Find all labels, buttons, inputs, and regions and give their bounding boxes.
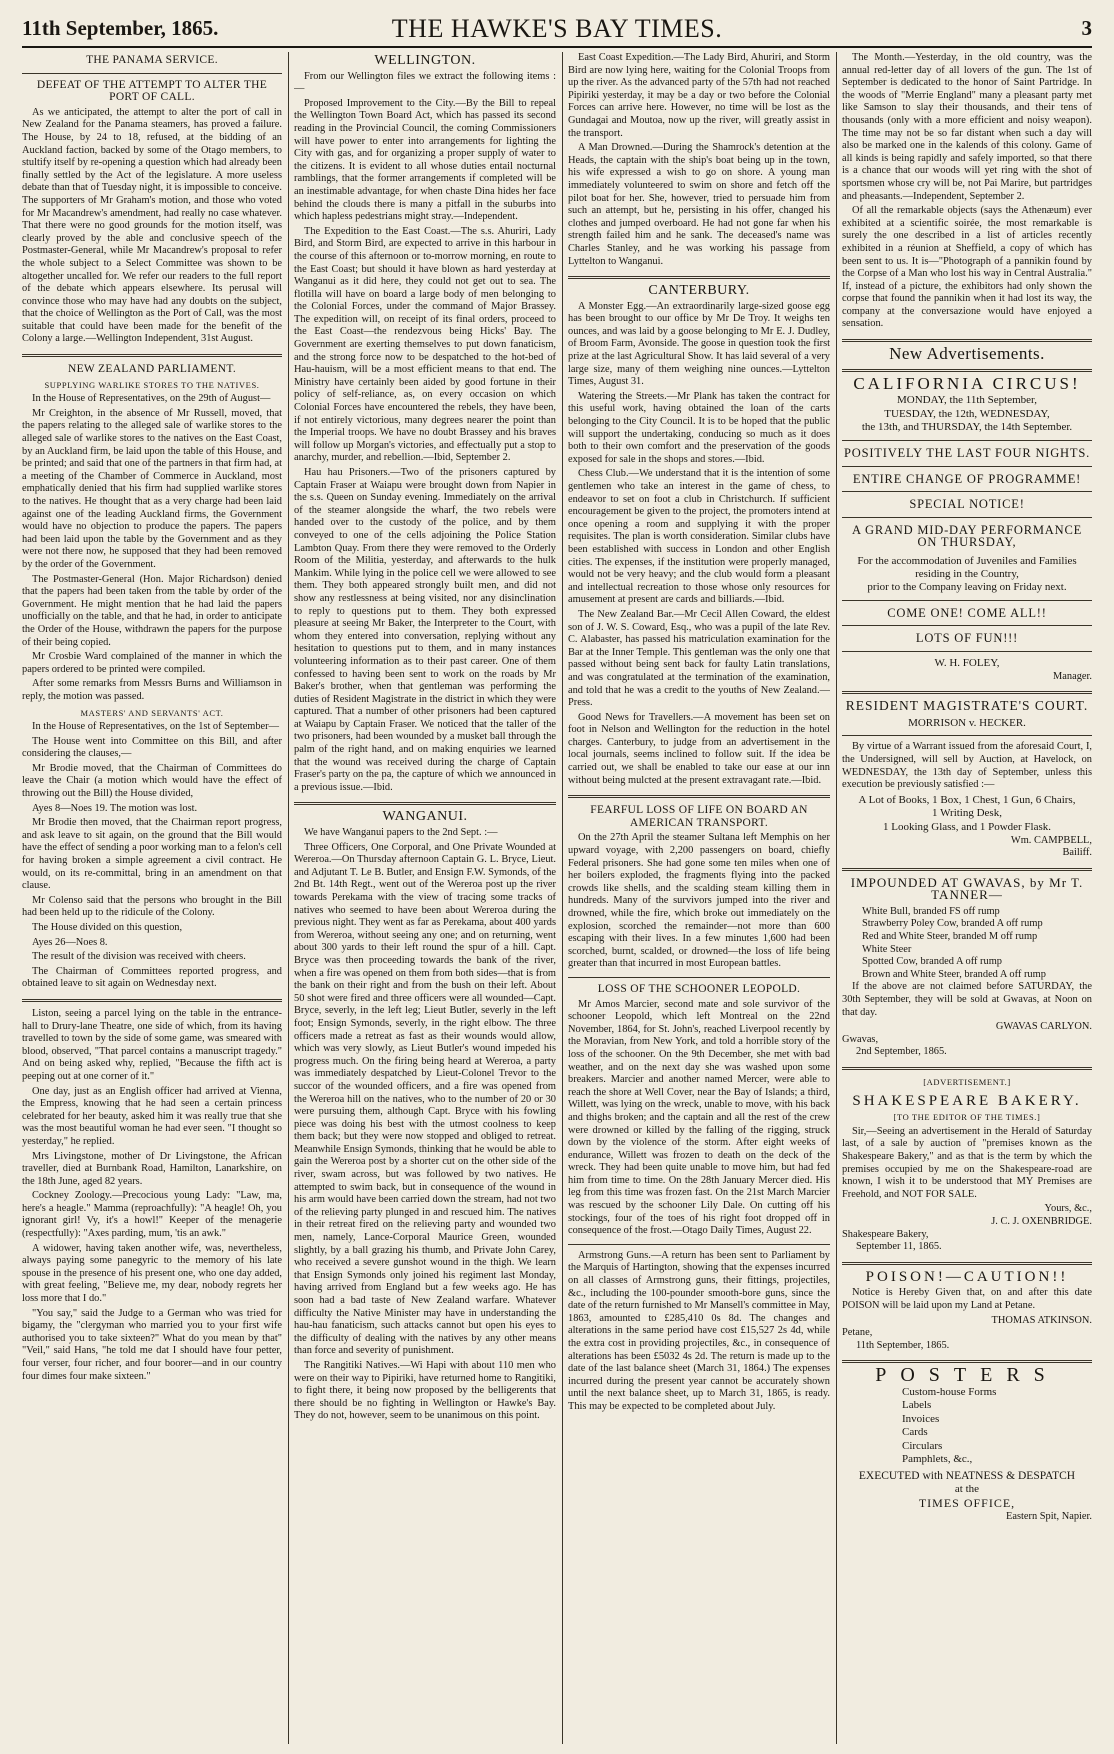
article-heading: CANTERBURY. [648,283,750,299]
article-paragraph: From our Wellington files we extract the following items :— [294,70,556,95]
list-item: Labels [902,1399,932,1412]
list-item: Invoices [902,1412,940,1425]
divider [842,491,1092,492]
article-paragraph: On the 27th April the steamer Sultana left Memphis on her upward voyage, with 2,200 passengers on board, chiefly Federal prisoners. She had gone some ten miles when one of her boilers exploded, the fragments flying into the packed crowds like shells, and the scalding steam killing them in hundreds. Many of the survivors jumped into the river and drowned, while the fire, which broke out immediately on the explosion, scorched the remainder—not more than 600 escaping with their lives. In a few minutes 1,600 had been scorched, burnt, scalded, or drowned—the loss of life being greater than that incurred in most European battles. [568,832,830,970]
article-paragraph: Cockney Zoology.—Precocious young Lady: "Law, ma, here's a heagle." Mamma (reproachfully): "A heagle! Oh, you ignorant girl! Vy, it's a howl!" Keeper of the menagerie (respectfully): "Axes parding, mum, 'tis an awk." [22,1190,282,1240]
ad-signature: W. H. FOLEY, [934,656,1000,669]
ad-place: Shakespeare Bakery, [842,1228,929,1240]
ad-title: SHAKESPEARE BAKERY. [852,1092,1082,1109]
article-paragraph: Ayes 8—Noes 19. The motion was lost. [32,802,198,814]
ad-signature-title: Bailiff. [1062,847,1092,859]
divider [842,369,1092,372]
advertisement-circus [842,373,1092,684]
article-paragraph: As we anticipated, the attempt to alter the port of call in New Zealand for the Panama steamers, has proved a failure. The House, by 24 to 18, refused, at the bidding of an Auckland faction, backed by some of the Otago members, to stultify itself by re-opening a question which had already been finally settled by the Act of the legislature. A more useless debate than that of Tuesday night, it is impossible to conceive. The supporters of Mr Graham's motion, and those who voted for Mr Macandrew's amendment, had really no case whatever. That there were no good grounds for the motion itself, was clearly proved by the able and conclusive speech of the Postmaster-General, while Mr Macandrew's proposal to refer the whole subject to a Select Committee was shown to be altogether uncalled for. We refer our readers to the full report of the debate which appears elsewhere. Its perusal will convince those who may have had any doubts on the subject, that the choice of Wellington as the Port of Call, was the most suitable that could have been made for the benefit of the Colony a large.—Wellington Independent, 31st August. [22,106,282,345]
article-paragraph: Mr Crosbie Ward complained of the manner in which the papers ordered to be printed were compiled. [22,651,282,675]
ad-title: POISON!—CAUTION!! [865,1268,1069,1285]
issue-date: 11th September, 1865. [22,16,219,40]
ad-date: 11th September, 1865. [856,1339,950,1351]
article-paragraph: Of all the remarkable objects (says the Athenæum) ever exhibited at a scientific soirée, the most remarkable is surely the one described in a list of articles recently exhibited in a réunion at Sheffield, a copy of which has been sent to us. It is—"Photograph of a pannikin found by the Corpse of a Man who lost his way in Central Australia." If, instead of a picture, the exhibitors had only shown the corpse that found the pannikin when it had lost its way, the company at the conversazione would have enjoyed a sensation. [842,205,1092,330]
article-heading: NEW ZEALAND PARLIAMENT. [68,363,236,376]
page-number: 3 [1081,16,1092,40]
divider [842,466,1092,467]
ad-signature: THOMAS ATKINSON. [991,1314,1092,1326]
divider [842,735,1092,736]
divider [842,651,1092,652]
article-paragraph: Mr Amos Marcier, second mate and sole survivor of the schooner Leopold, which left Montreal on the 22nd November, 1864, for St. John's, reached Liverpool recently by the Moravian, from New York, and told a horrible story of the loss of the schooner. On the 9th December, she met with bad weather, and on the next day she was washed upon some breakers. Marcier and another named Mercer, were able to reach the shore at Well Cover, near the Bay of Islands; a third, Willett, was lying on the wreck, unable to move, with his back and thighs broken; and the captain and all the rest of the crew were drowned or killed by the falling of the rigging, struck down by the violence of the storm. After eight weeks of endurance, Willett was frozen to death on the deck of the wreck. They had been quite unable to move him, but had fed him from time to time. On the 28th January Mercer died. His leg from this time was frozen fast. On the 21st March Marcier was rescued by the schooner Lily Dale. On cutting off his stockings, four of the toes of his right foot dropped off in consequence of the frost.—Otago Daily Times, August 22. [568,998,830,1237]
divider [842,440,1092,441]
article-paragraph: A Monster Egg.—An extraordinarily large-sized goose egg has been brought to our office by Mr De Troy. It weighs ten ounces, and was laid by a goose belonging to Mr E. J. Dudley, of Broom Farm, Avonside. The goose in question took the first prize at the last Agricultural Show. It has laid several of a very large size, many of them weighing nine ounces.—Lyttelton Times, August 31. [568,300,830,388]
article-paragraph: One day, just as an English officer had arrived at Vienna, the Empress, knowing that he had seen a certain princess celebrated for her beauty, asked him it was really true that she was the most beautiful woman he had ever seen. "I thought so yesterday," he replied. [22,1085,282,1147]
column-3 [568,52,830,1744]
article-paragraph: The House divided on this question, [32,922,183,933]
ad-signature-title: Manager. [1053,670,1092,682]
divider [842,1067,1092,1070]
ad-paragraph: Notice is Hereby Given that, on and after this date POISON will be laid upon my Land at Petane. [842,1287,1092,1311]
ad-title: RESIDENT MAGISTRATE'S COURT. [845,698,1089,714]
article-paragraph: Watering the Streets.—Mr Plank has taken the contract for this useful work, having obtained the loan of the carts belonging to the City Council. It is to be hoped that the public will support the undertaking, conducing so much as it does both to their own comfort and the preservation of the goods exposed for sale in the shops and stores.—Ibid. [568,390,830,465]
divider [842,868,1092,871]
list-item: Cards [902,1426,928,1439]
divider [842,600,1092,601]
advertisement-posters [842,1364,1092,1523]
advertisement-poison [842,1268,1092,1353]
divider [568,1244,830,1245]
divider [568,795,830,798]
ad-line: at the [954,1483,980,1496]
divider [568,276,830,279]
advertisement-court [842,700,1092,860]
ad-line: EXECUTED with NEATNESS & DESPATCH [858,1469,1076,1482]
ad-title: CALIFORNIA CIRCUS! [853,373,1081,393]
article-paragraph: Mrs Livingstone, mother of Dr Livingstone, the African traveller, died at Burnbank Road, Hamilton, Lanarkshire, on the 18th June, aged 82 years. [22,1150,282,1187]
article-heading: WELLINGTON. [374,53,476,68]
ad-line: POSITIVELY THE LAST FOUR NIGHTS. [844,446,1090,461]
ad-line: SPECIAL NOTICE! [909,497,1025,512]
ad-line: TIMES OFFICE, [918,1496,1016,1511]
page-columns [22,52,1092,1744]
ad-line: For the accommodation of Juveniles and Families residing in the Country, [857,555,1077,580]
divider [294,802,556,805]
ad-line: 1 Looking Glass, and 1 Powder Flask. [882,820,1052,833]
divider [22,354,282,357]
divider [842,1262,1092,1265]
ad-line: COME ONE! COME ALL!! [887,605,1047,620]
article-subheading: DEFEAT OF THE ATTEMPT TO ALTER THE PORT OF CALL. [36,78,268,104]
article-paragraph: Three Officers, One Corporal, and One Private Wounded at Wereroa.—On Thursday afternoon Captain G. L. Bryce, Lieut. and Adjutant T. Le B. Butler, and Ensign F.W. Symonds, of the 2nd Bt. 14th Regt., went out of the Wereroa post up the river towards Perekama with the view of tracing some tracks of natives who seemed to have been about Wereroa during the previous night. They went as far as Perekama, about 400 yards from Wereroa, without seeing any one; and on returning, went about 300 yards to their left round the spur of a hill. Capt. Bryce was then proceeding towards the bank of the river, when a fire was opened on them from both sides—that is from the bank on their right and from the bush on their left. About 50 shot were fired and three officers were all wounded—Capt. Bryce, severly, in the left leg; Lieut Butler, severly in the left foot; Ensign Symonds, severly, in the right elbow. The three officers made a retreat as fast as their wounds would allow, which was very slowly, as Lieut Butler's wound impeded his progress much. On the firing being heard at Wereroa, a party was immediately despatched by Lieut-Colonel Trevor to the succor of the wounded officers, and a fire was opened from the Wereroa hill on the natives, who to the number of 20 or 30 were pursuing them, although Capt. Bryce with his fowling piece was doing his best with the utmost coolness to keep them back; but they were now stopped and obliged to retreat. Meanwhile Ensign Symonds, thinking that he would be able to gain the Wereroa post by a shorter cut on the other side of the river, swam across, but was followed by two natives. He attempted to swim back, but in consequence of the wound in his arm would have been carried down the stream, had not two of the relieving party plunged in and rescued him. The natives in their retreat fired on the relieving party and wounded two men, namely, Lance-Corporal Maurice Green, wounded slightly, by a ball grazing his thumb, and Private John Carey, who received a severe gunshot wound in the thigh. We learn that Ensign Symonds only joined his regiment last Monday, having arrived from England but a few weeks ago. He has soon had a bad taste of New Zealand warfare. Whatever difficulty the Native Minister may have in understanding the hau-hau fanaticism, such attacks cannot but open his eyes to the difficulty of dealing with the natives by any other means than force and severity of punishment. [294,841,556,1357]
ad-signature: GWAVAS CARLYON. [995,1021,1092,1033]
ad-line: Eastern Spit, Napier. [1006,1510,1092,1522]
ad-line: MONDAY, the 11th September, [896,394,1037,407]
article-paragraph: The Month.—Yesterday, in the old country, was the annual red-letter day of all lovers of the gun. The 1st of September is dedicated to the honor of Saint Partridge. In the woods of "Merrie England" many a pleasant party met like Samson to slay their thousands, and their tens of thousands (only with a more efficient and noisy weapon). The time may not be so far distant when such a day will also be marked one in the kalends of this colony. Game of all kinds is being rapidly and safely imported, so that there is a chance that our woods will yet ring with the shot of sportsmen whose cry will be, not Pai Marire, but partridges and pheasants.—Independent, September 2. [842,52,1092,202]
ad-paragraph: By virtue of a Warrant issued from the aforesaid Court, I, the Undersigned, will sell by Auction, at Havelock, on WEDNESDAY, the 13th day of September, unless this execution be previously satisfied :— [842,741,1092,791]
divider [22,999,282,1002]
advertisement-impounded [842,874,1092,1059]
divider [22,73,282,74]
list-item: Circulars [902,1439,943,1452]
ad-line: TUESDAY, the 12th, WEDNESDAY, [884,407,1050,420]
divider [842,625,1092,626]
ad-place: Gwavas, [842,1033,879,1045]
article-heading: WANGANUI. [382,809,468,825]
list-item: Red and White Steer, branded M off rump [862,931,1038,943]
article-paragraph: Proposed Improvement to the City.—By the Bill to repeal the Wellington Town Board Act, which has passed its second reading in the Provincial Council, the coming Commissioners will have power to enter into arrangements for lighting the City with gas, and for organizing a proper supply of water to the citizens. It is evident to all whose duties entail nocturnal ramblings, that the former arrangements if completed will be an inestimable advantage, for when chaste Dina hides her face behind the clouds there is many a pitfall in the suburbs into which hapless pedestrians might stray.—Independent. [294,97,556,223]
ad-line: LOTS OF FUN!!! [915,631,1019,646]
list-item: Custom-house Forms [902,1385,997,1398]
article-paragraph: The Postmaster-General (Hon. Major Richardson) denied that the papers had been taken from the table by order of the Government. He might mention that he had laid the papers unofficially on the table, and that he had, in order to anticipate the Order of the House, withdrawn the papers for the purpose of their being copied. [22,573,282,648]
article-paragraph: Hau hau Prisoners.—Two of the prisoners captured by Captain Fraser at Waiapu were brought down from Napier in the s.s. Queen on Sunday evening. Immediately on the arrival of the steamer alongside the wharf, the two rebels were handed over to the custody of the police, and by them conveyed to one of the cells adjoining the Police Station Lambton Quay. From there they were removed to the Orderly Room of the Militia, yesterday, and afterwards to the hulk Mankim. While lying in the police cell we were allowed to see them. They both appeared strongly built men, and did not show any restlessness at being visited, nor any disinclination to reply to questions put to them. They both expressed pleasure at seeing Mr Baker, the Interpreter to the Court, with whom they entered into conversation, replying without any hesitation to questions put to them, and in many instances volunteering information as to their past career. One of them confessed to having been sent to work on the roads by Mr Baker's brother, when that gentleman was performing the duties of Resident Magistrate in the district in which they were captured. That a number of other prisoners had been captured at Waiapu by Captain Fraser. We noticed that the taller of the two prisoners, had been wounded by a musket ball through the palm of the right hand, and on making enquiries we learned that the wound was received during the charge of Captain Fraser's party on the pa, the capture of which we announced in a previous issue.—Ibid. [294,467,556,793]
column-rule [288,52,289,1744]
article-paragraph: In the House of Representatives, on the 1st of September— [32,721,280,733]
article-paragraph: The Chairman of Committees reported progress, and obtained leave to sit again on Wednesday next. [22,965,282,990]
ad-label: [TO THE EDITOR OF THE TIMES.] [893,1112,1041,1123]
ad-line: the 13th, and THURSDAY, the 14th September. [861,421,1073,434]
article-paragraph: Mr Colenso said that the persons who brought in the Bill had been held up to the ridicule of the Colony. [22,894,282,919]
ad-signature: J. C. J. OXENBRIDGE. [991,1215,1092,1227]
article-heading: LOSS OF THE SCHOONER LEOPOLD. [597,982,801,995]
advertisement-shakespeare-bakery [842,1076,1092,1254]
article-subheading: SUPPLYING WARLIKE STORES TO THE NATIVES. [44,379,260,390]
ad-line: Yours, &c., [1044,1203,1092,1215]
column-rule [562,52,563,1744]
divider [842,1360,1092,1363]
column-rule [836,52,837,1744]
article-subheading: MASTERS' AND SERVANTS' ACT. [80,707,224,718]
list-item: Brown and White Steer, branded A off rump [862,968,1046,980]
posters-list [902,1386,1092,1467]
ad-place: Petane, [842,1327,873,1339]
ad-label: [ADVERTISEMENT.] [923,1077,1011,1087]
section-heading: New Advertisements. [889,344,1045,364]
ad-paragraph: Sir,—Seeing an advertisement in the Herald of Saturday last, of a sale by auction of "premises known as the Shakespeare Bakery," and as that is the term by which the premises occupied by me on the Shakespeare-road are known, I wish it to be understood that MY Premises are Freehold, and NOT FOR SALE. [842,1125,1092,1200]
column-1 [22,52,282,1744]
list-item: Strawberry Poley Cow, branded A off rump [862,918,1043,930]
ad-paragraph: If the above are not claimed before SATURDAY, the 30th September, they will be sold at Gwavas, at Noon on that day. [842,981,1092,1018]
ad-title: POSTERS [875,1364,1059,1387]
ad-line: ENTIRE CHANGE OF PROGRAMME! [852,471,1082,486]
ad-title: IMPOUNDED AT GWAVAS, by Mr T. TANNER— [850,874,1084,903]
list-item: Spotted Cow, branded A off rump [862,956,1002,968]
article-paragraph: A Man Drowned.—During the Shamrock's detention at the Heads, the captain with the ship's boat being up in the town, his wife expressed a wish to go on shore. A young man immediately volunteered to swim on shore and fetch off the pilot boat for her. She, however, tried to persuade him from such an attempt, but he, persisting in his offer, changed his clothes and jumped overboard. He had not gone far when his strength failed him and he sank. The deceased's name was Charles Stanley, and he was working his passage from Lyttelton to Wanganui. [568,142,830,267]
article-paragraph: Chess Club.—We understand that it is the intention of some gentlemen who take an interest in the game of chess, to endeavor to set on foot a club in Christchurch. If sufficient encouragement be given to the project, the promoters intend at once opening a room and supplying it with the proper requisites. The plan is worth consideration. Similar clubs have been established with success in London and other English cities. The expenses, if the institution were properly managed, would not be very heavy; and the club would form a pleasant and intellectual recreation to those whose only resources for amusement at present are cards and billiards.—Ibid. [568,468,830,606]
article-paragraph: Liston, seeing a parcel lying on the table in the entrance-hall to Drury-lane Theatre, one side of which, from its having travelled to town by the side of some game, was smeared with blood, observed, "That parcel contains a manuscript tragedy." And on being asked why, replied, "Because the fifth act is peeping out at one corner of it." [22,1007,282,1082]
article-paragraph: Ayes 26—Noes 8. [32,936,108,948]
divider [842,517,1092,518]
article-paragraph: A widower, having taken another wife, was, nevertheless, always paying some panegyric to the memory of his late spouse in the presence of his present one, who one day added, with great feeling, "Believe me, my dear, nobody regrets her loss more that I do." [22,1242,282,1305]
article-paragraph: Good News for Travellers.—A movement has been set on foot in Nelson and Wellington for the reduction in the hotel charges. Canterbury, to judge from an advertisement in the local journals, seems inclined to follow suit. If the idea be carried out, we shall be enabled to take our ease at our inn without being mulcted at the present extravagant rate.—Ibid. [568,711,830,786]
list-item: White Steer [862,943,912,955]
list-item: Pamphlets, &c., [902,1453,973,1466]
article-paragraph: We have Wanganui papers to the 2nd Sept. :— [304,827,498,839]
ad-date: September 11, 1865. [856,1241,942,1253]
article-paragraph: The Rangitiki Natives.—Wi Hapi with about 110 men who were on their way to Pipiriki, have returned home to Rangitiki, to fight there, it being now proposed by the belligerents that there should be no fighting in Wellington or Hawke's Bay. They do not, however, seem to be unanimous on this point. [294,1359,556,1422]
divider [568,977,830,978]
article-paragraph: Mr Brodie then moved, that the Chairman report progress, and ask leave to sit again, on the ground that the Bill would have the effect of sending a poor working man to a felon's cell for having broken a simple agreement a civil contract. He would, on its re-committal, bring in an amendment on that clause. [22,817,282,892]
article-paragraph: The Expedition to the East Coast.—The s.s. Ahuriri, Lady Bird, and Storm Bird, are expected to arrive in this harbour in the course of this afternoon or to-morrow morning, en route to the East Coast; but should it have blown as hard yesterday at Wanganui as it did here, they could not get out to sea. The flotilla will have on board a large body of men belonging to the Colonial Forces, under the command of Major Brassey. The expedition will, on receipt of its final orders, proceed to the East Coast—the rendezvous being Hicks' Bay. The Government are exerting themselves to put down fanaticism, and the strong force now to be despatched to the hot-bed of Hau-hauism, will be a most efficient means to that end. The Ministry have certainly been aided by good fortune in their policy of self-reliance, as, on every occasion on which Colonial Forces have encountered the rebels, they have been, if not entirely victorious, many degrees nearer the point than the Imperial troops. We have no doubt Brassey and his braves will follow up Morgan's victories, and effectually put a stop to anarchy, murder, and rebellion.—Ibid, September 2. [294,225,556,464]
column-2 [294,52,556,1744]
article-heading: FEARFUL LOSS OF LIFE ON BOARD AN AMERICAN TRANSPORT. [590,804,808,829]
divider [842,339,1092,342]
column-4 [842,52,1092,1744]
ad-line: MORRISON v. HECKER. [908,716,1026,729]
article-paragraph: In the House of Representatives, on the 29th of August— [32,393,271,405]
article-paragraph: Armstrong Guns.—A return has been sent to Parliament by the Marquis of Hartington, showing that the expenses incurred on all classes of Armstrong guns, their fittings, projectiles, &c., including the 100-pounder smooth-bore guns, since the date of the return furnished to Mr Mansell's committee in May, 1863, amounted to £285,410 0s 8d. The changes and alterations in the same period have cost £15,527 2s 4d, while the extra cost in providing projectiles, &c., in consequence of alterations has been £5032 4s 2d. The return is made up to the date of the last balance sheet (March 31, 1864.) The expenses incurred during the present year cannot be accurately shown until the next balance sheet, up to March 31, 1865, is ready. This may be expected to be completed about July. [568,1249,830,1412]
article-paragraph: Mr Brodie moved, that the Chairman of Committees do leave the Chair (a motion which would have the effect of throwing out the Bill) the House divided, [22,762,282,800]
divider [842,691,1092,694]
article-paragraph: The House went into Committee on this Bill, and after considering the clauses,— [22,735,282,760]
article-paragraph: The New Zealand Bar.—Mr Cecil Allen Coward, the eldest son of J. W. S. Coward, Esq., who was a pupil of the late Rev. C. Alabaster, has passed his matriculation examination for the Bar at the Inner Temple. This gentleman was the only one that passed without being sent back for faulty Latin translations, and was congratulated at the termination of the examination, and told that he was a credit to the youths of New Zealand.—Press. [568,608,830,709]
article-heading: THE PANAMA SERVICE. [86,54,218,66]
article-paragraph: East Coast Expedition.—The Lady Bird, Ahuriri, and Storm Bird are now lying here, waiting for the Colonial Troops from up the river. As the advanced party of the 57th had not reached Pipiriki yesterday, it may be a day or two before the Colonial Forces can arrive here. However, no time will be lost as the Gundagai and Moutoa, now up the river, will greatly assist in the transport. [568,52,830,139]
ad-line: prior to the Company leaving on Friday next. [867,581,1067,594]
article-paragraph: Mr Creighton, in the absence of Mr Russell, moved, that the papers relating to the alleged sale of warlike stores to the alleged sale of warlike stores to the natives on the East Coast, by an Auckland firm, be laid upon the table of this House, and be printed; and said that one of the partners in that firm had, at a meeting of the Chamber of Commerce in Auckland, most emphatically denied that his firm had supplied warlike stores to the natives. He thought that as a very charge had been laid against one of the leading Auckland firms, the Government would have no objection to produce the papers. The papers had been laid upon the table by the Government and as they were not there now, he supposed that they had been removed by the order of the Government. [22,407,282,570]
article-paragraph: "You say," said the Judge to a German who was tried for bigamy, the "clergyman who married you to your first wife authorised you to take sixteen?" What do you mean by that" "Veil," said Hans, "he told me dat I should have four petter, four verser, four richer, and four boorer—and in our country four dimes four make sixteen." [22,1307,282,1382]
ad-line: A GRAND MID-DAY PERFORMANCE ON THURSDAY, [851,522,1083,550]
newspaper-title: THE HAWKE'S BAY TIMES. [391,14,723,43]
ad-line: 1 Writing Desk, [932,807,1002,820]
masthead [22,10,1092,48]
list-item: White Bull, branded FS off rump [862,905,1000,917]
ad-line: A Lot of Books, 1 Box, 1 Chest, 1 Gun, 6 Chairs, [858,793,1076,806]
article-paragraph: The result of the division was received with cheers. [32,951,246,963]
article-paragraph: After some remarks from Messrs Burns and Williamson in reply, the motion was passed. [22,678,282,702]
ad-date: 2nd September, 1865. [856,1046,947,1058]
ad-signature: Wm. CAMPBELL, [1010,834,1092,846]
